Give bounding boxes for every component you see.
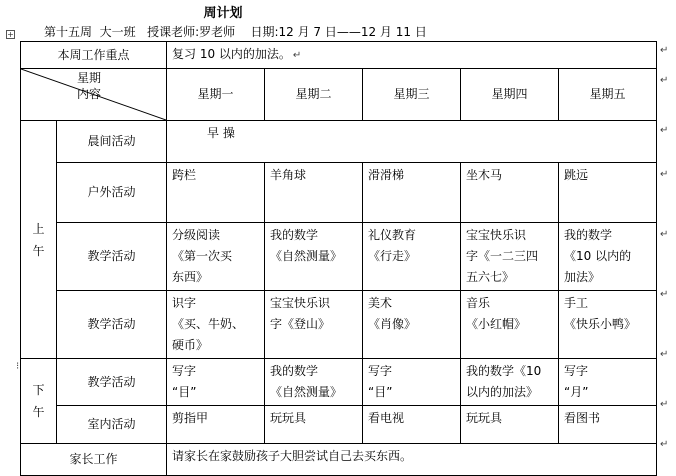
table-cell[interactable]: 我的数学 《10 以内的 加法》 <box>559 223 657 291</box>
table-cell[interactable]: 我的数学 《自然测量》 <box>265 223 363 291</box>
afternoon-char-1: 下 <box>32 383 45 397</box>
table-cell[interactable]: 我的数学《10 以内的加法》 <box>461 359 559 406</box>
row-label: 户外活动 <box>57 163 167 223</box>
morning-exercise-value[interactable]: 早 操 <box>167 121 657 163</box>
table-cell[interactable]: 手工 《快乐小鸭》 <box>559 291 657 359</box>
row-end-mark-icon: ↵ <box>660 45 669 56</box>
paragraph-mark-icon: ⁝ <box>16 361 20 372</box>
row-label: 教学活动 <box>57 291 167 359</box>
row-end-mark-icon: ↵ <box>660 289 669 300</box>
table-cell[interactable]: 写字 “目” <box>167 359 265 406</box>
focus-label: 本周工作重点 <box>21 42 167 69</box>
focus-row <box>21 42 657 69</box>
indoor-row <box>21 406 657 444</box>
table-cell[interactable]: 分级阅读 《第一次买 东西》 <box>167 223 265 291</box>
row-label: 室内活动 <box>57 406 167 444</box>
teacher-label: 授课老师: <box>147 25 200 39</box>
parents-value[interactable]: 请家长在家鼓励孩子大胆尝试自己去买东西。 <box>167 444 657 476</box>
table-cell[interactable]: 跳远 <box>559 163 657 223</box>
row-end-mark-icon: ↵ <box>660 439 669 450</box>
morning-section-label <box>21 121 57 359</box>
table-cell[interactable]: 宝宝快乐识 字《一二三四 五六七》 <box>461 223 559 291</box>
row-end-mark-icon: ↵ <box>660 75 669 86</box>
plan-info-line <box>44 23 427 40</box>
table-cell[interactable]: 写字 “月” <box>559 359 657 406</box>
row-label: 晨间活动 <box>57 121 167 163</box>
table-cell[interactable]: 我的数学 《自然测量》 <box>265 359 363 406</box>
table-cell[interactable]: 看图书 <box>559 406 657 444</box>
date-label: 日期: <box>250 25 279 39</box>
class-name: 大一班 <box>99 25 136 39</box>
table-cell[interactable]: 羊角球 <box>265 163 363 223</box>
table-move-handle-icon[interactable]: + <box>7 30 14 39</box>
morning-char-1: 上 <box>32 221 45 236</box>
table-cell[interactable]: 玩玩具 <box>265 406 363 444</box>
table-cell[interactable]: 看电视 <box>363 406 461 444</box>
row-end-mark-icon: ↵ <box>660 125 669 136</box>
row-end-mark-icon: ↵ <box>660 399 669 410</box>
afternoon-char-2: 午 <box>32 405 45 419</box>
table-cell[interactable]: 识字 《买、牛奶、 硬币》 <box>167 291 265 359</box>
table-cell[interactable]: 礼仪教育 《行走》 <box>363 223 461 291</box>
teaching-row-1 <box>21 223 657 291</box>
weekly-plan-table <box>20 41 657 476</box>
table-cell[interactable]: 坐木马 <box>461 163 559 223</box>
table-cell[interactable]: 音乐 《小红帽》 <box>461 291 559 359</box>
teacher-name: 罗老师 <box>199 25 236 39</box>
header-row <box>21 69 657 121</box>
day-header-fri: 星期五 <box>559 69 657 121</box>
row-end-mark-icon: ↵ <box>660 229 669 240</box>
diagonal-header-cell <box>21 69 167 121</box>
teaching-row-3 <box>21 359 657 406</box>
row-label: 教学活动 <box>57 359 167 406</box>
table-cell[interactable]: 跨栏 <box>167 163 265 223</box>
focus-value[interactable]: 复习 10 以内的加法。 ↵ <box>167 42 657 69</box>
outdoor-row <box>21 163 657 223</box>
morning-char-2: 午 <box>32 243 45 258</box>
afternoon-section-label <box>21 359 57 444</box>
parents-label: 家长工作 <box>21 444 167 476</box>
parents-row <box>21 444 657 476</box>
content-axis-label: 内容 <box>77 87 102 101</box>
date-range: 12 月 7 日——12 月 11 日 <box>278 25 427 39</box>
table-cell[interactable]: 写字 “目” <box>363 359 461 406</box>
table-cell[interactable]: 滑滑梯 <box>363 163 461 223</box>
page-title: 周计划 <box>203 6 243 21</box>
teaching-row-2 <box>21 291 657 359</box>
morning-exercise-row <box>21 121 657 163</box>
row-end-mark-icon: ↵ <box>660 169 669 180</box>
table-cell[interactable]: 玩玩具 <box>461 406 559 444</box>
day-header-mon: 星期一 <box>167 69 265 121</box>
row-end-mark-icon: ↵ <box>660 349 669 360</box>
table-cell[interactable]: 美术 《肖像》 <box>363 291 461 359</box>
day-header-tue: 星期二 <box>265 69 363 121</box>
day-header-thu: 星期四 <box>461 69 559 121</box>
table-cell[interactable]: 剪指甲 <box>167 406 265 444</box>
day-header-wed: 星期三 <box>363 69 461 121</box>
week-number: 第十五周 <box>44 25 93 39</box>
row-label: 教学活动 <box>57 223 167 291</box>
table-cell[interactable]: 宝宝快乐识 字《登山》 <box>265 291 363 359</box>
weekday-axis-label: 星期 <box>77 71 102 85</box>
